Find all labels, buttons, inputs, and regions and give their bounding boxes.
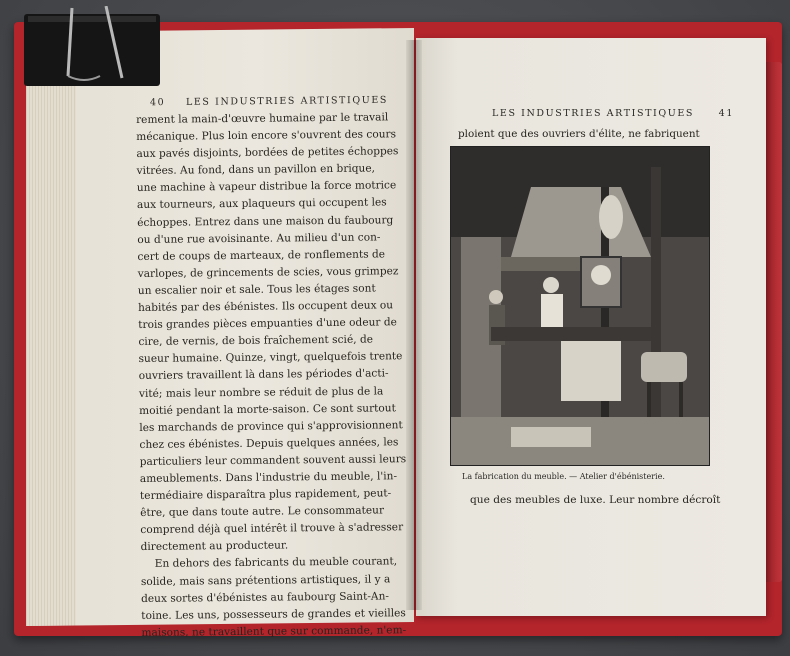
text-line: moitié pendant la morte-saison. Ce sont surtout <box>139 401 396 417</box>
left-page-number: 40 <box>149 97 166 109</box>
book-gutter <box>406 40 422 610</box>
text-line: solide, mais sans prétentions artistiques, il y a <box>140 572 391 588</box>
text-line: En dehors des fabricants du meuble courant, <box>154 555 398 571</box>
text-line: une machine à vapeur distribue la force motrice <box>136 179 397 195</box>
text-line: être, que dans toute autre. Le consommateur <box>140 504 385 520</box>
text-line: trois grandes pièces empuanties d'une odeur de <box>138 316 397 332</box>
text-line: aux pavés disjoints, bordées de petites échoppes <box>136 145 399 161</box>
workshop-illustration <box>451 147 709 465</box>
text-line: deux sortes d'ébénistes au faubourg Saint-An- <box>141 590 390 605</box>
text-line: varlopes, de grincements de scies, vous grimpez <box>137 265 399 280</box>
text-line: un escalier noir et sale. Tous les étages sont <box>137 282 376 297</box>
text-line: comprend déjà quel intérêt il trouve à s'adresser <box>140 521 404 537</box>
text-line: cire, de vernis, de bois fraîchement scié, de <box>138 333 374 349</box>
text-line: chez ces ébénistes. Depuis quelques années, les <box>139 436 399 451</box>
text-line: vitrées. Au fond, dans un pavillon en brique, <box>136 162 376 178</box>
text-line: particuliers leur commandent souvent aussi leurs <box>139 453 407 468</box>
text-line: aux tourneurs, aux plaqueurs qui occupent les <box>136 196 387 212</box>
text-line: termédiaire disparaîtra plus rapidement, peut- <box>139 487 392 503</box>
text-line: habités par des ébénistes. Ils occupent deux ou <box>137 299 394 315</box>
text-line: ouvriers travaillent là dans les périodes d'acti- <box>138 367 389 383</box>
text-line: mécanique. Plus loin encore s'ouvrent des cours <box>136 128 397 144</box>
text-line: vité; mais leur nombre se réduit de plus de la <box>138 384 384 400</box>
right-first-line: ploient que des ouvriers d'élite, ne fabriquent <box>458 128 700 140</box>
right-last-line: que des meubles de luxe. Leur nombre décroît <box>470 494 721 506</box>
right-running-head: LES INDUSTRIES ARTISTIQUES <box>492 108 695 119</box>
text-line: les marchands de province qui s'approvisionnent <box>139 418 403 434</box>
text-line: directement au producteur. <box>140 539 289 554</box>
left-page-text <box>136 109 407 641</box>
text-line: maisons, ne travaillent que sur commande, n'em- <box>141 624 407 639</box>
text-line: cert de coups de marteaux, de ronflements de <box>137 248 386 263</box>
text-line: rement la main-d'œuvre humaine par le travail <box>136 111 389 126</box>
right-page-number: 41 <box>718 108 734 119</box>
workshop-photograph <box>450 146 710 466</box>
right-header <box>492 108 734 119</box>
text-line: échoppes. Entrez dans une maison du faubourg <box>137 213 394 229</box>
binder-clip-icon <box>24 6 160 90</box>
page-stack-edge <box>26 32 76 627</box>
text-line: ou d'une rue avoisinante. Au milieu d'un con- <box>137 231 381 246</box>
text-line: toine. Les uns, possesseurs de grandes et vieilles <box>141 606 406 622</box>
text-line: ameublements. Dans l'industrie du meuble, l'in- <box>139 470 398 485</box>
photo-caption: La fabrication du meuble. — Atelier d'ébénisterie. <box>462 472 665 481</box>
left-running-head: LES INDUSTRIES ARTISTIQUES <box>185 94 389 108</box>
text-line: sueur humaine. Quinze, vingt, quelquefois trente <box>138 350 403 366</box>
